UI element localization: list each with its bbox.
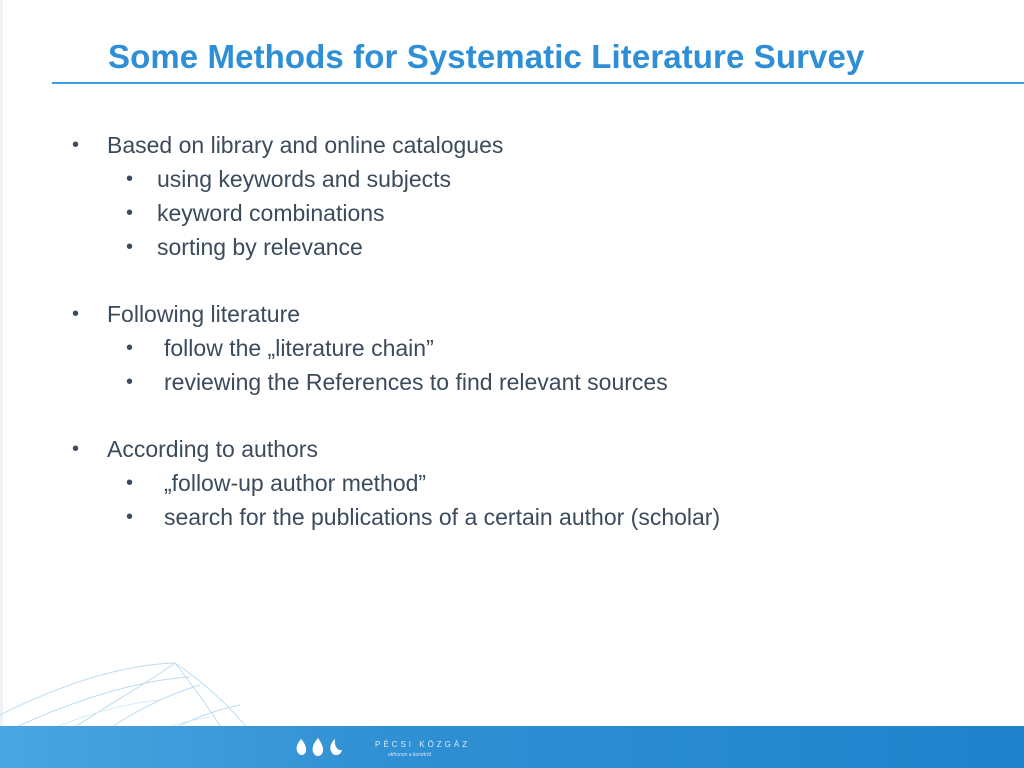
bullet-icon: • (126, 506, 134, 528)
bullet-icon: • (72, 303, 80, 325)
bullet-icon: • (126, 202, 134, 224)
logo-tagline: otthonon a konétról (388, 752, 431, 758)
list-item: „follow-up author method” (164, 470, 427, 496)
footer-band (0, 726, 1024, 768)
section-heading: Following literature (107, 301, 301, 327)
bullet-icon: • (126, 472, 134, 494)
bullet-icon: • (126, 168, 134, 190)
bullet-icon: • (126, 236, 134, 258)
bullet-icon: • (72, 134, 80, 156)
bullet-icon: • (126, 337, 134, 359)
bullet-icon: • (126, 371, 134, 393)
section-heading: According to authors (107, 436, 318, 462)
bullet-icon: • (72, 438, 80, 460)
slide-title: Some Methods for Systematic Literature Survey (108, 38, 865, 75)
logo-drops-icon (292, 735, 356, 761)
list-item: search for the publications of a certain author (scholar) (164, 504, 721, 530)
list-item: follow the „literature chain” (164, 335, 434, 361)
logo-wordmark: PÉCSI KÖZGÁZ (375, 740, 471, 749)
list-item: keyword combinations (157, 200, 385, 226)
list-item: reviewing the References to find relevant sources (164, 369, 668, 395)
section-heading: Based on library and online catalogues (107, 132, 504, 158)
list-item: using keywords and subjects (157, 166, 452, 192)
list-item: sorting by relevance (157, 234, 363, 260)
